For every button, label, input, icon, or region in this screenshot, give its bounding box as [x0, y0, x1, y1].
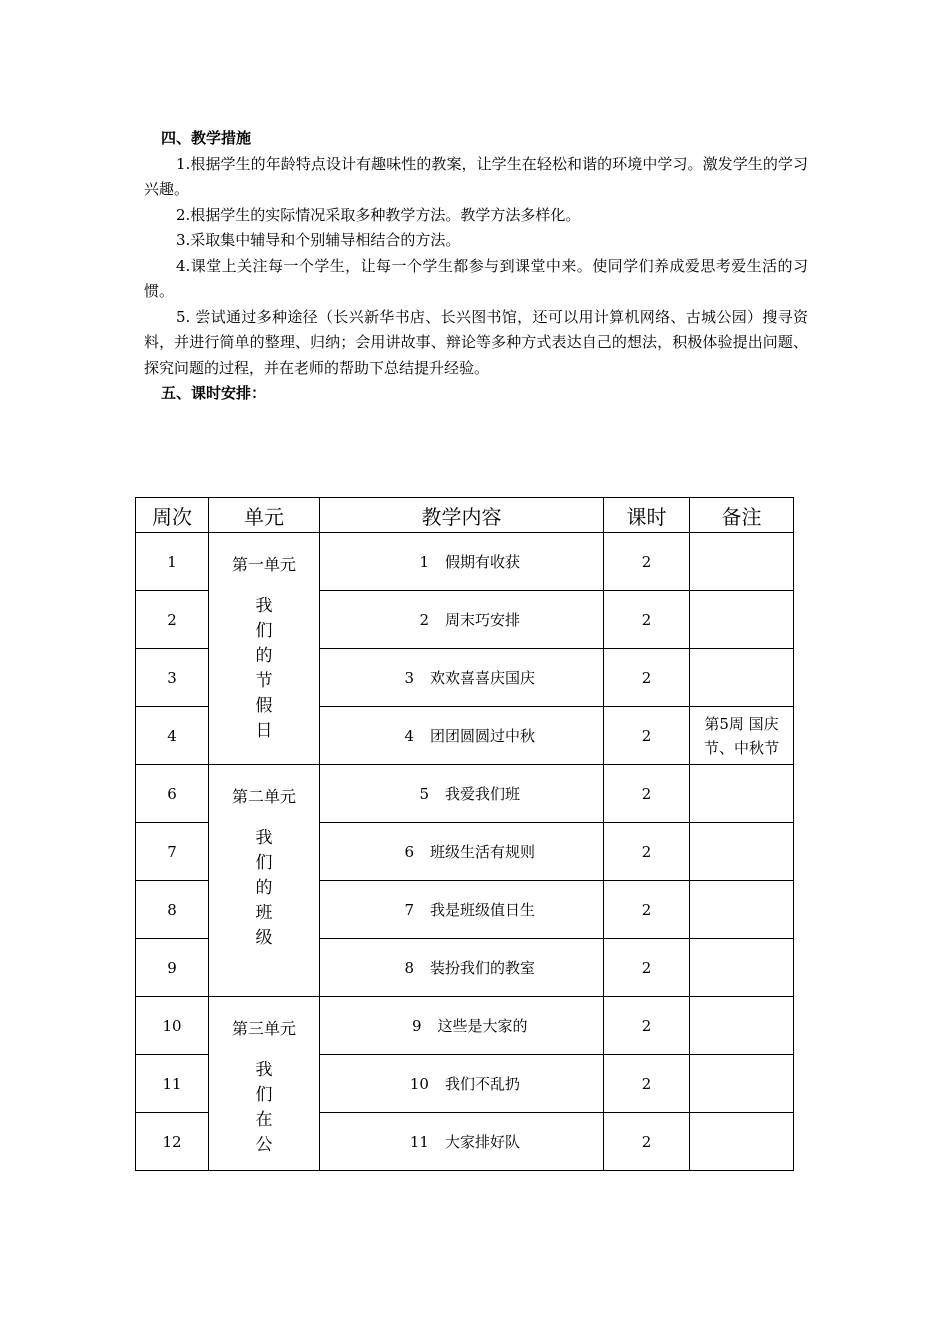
hours-cell: 2: [604, 765, 690, 823]
week-cell: 9: [136, 939, 209, 997]
lesson-title: 欢欢喜喜庆国庆: [429, 669, 535, 687]
measure-item: 2.根据学生的实际情况采取多种教学方法。教学方法多样化。: [176, 205, 581, 224]
lesson-title: 假期有收获: [444, 553, 520, 571]
week-cell: 12: [136, 1113, 209, 1171]
week-cell: 4: [136, 707, 209, 765]
note-cell: [690, 997, 794, 1055]
hours-cell: 2: [604, 823, 690, 881]
table-row: [136, 533, 794, 591]
note-cell: [690, 591, 794, 649]
unit-name: 第二单元: [231, 787, 296, 806]
lesson-title: 装扮我们的教室: [429, 959, 535, 977]
content-cell: [320, 765, 604, 823]
measure-item: 1.根据学生的年龄特点设计有趣味性的教案，让学生在轻松和谐的环境中学习。激发学生的学习兴趣。: [144, 154, 808, 198]
unit-name: 第三单元: [231, 1019, 296, 1038]
content-cell: [320, 533, 604, 591]
header-week: 周次: [136, 498, 209, 533]
section-heading-teaching-measures: 四、教学措施: [161, 129, 252, 147]
content-cell: [320, 1055, 604, 1113]
lesson-number: 1: [419, 553, 429, 571]
lesson-title: 我是班级值日生: [429, 901, 535, 919]
hours-cell: 2: [604, 881, 690, 939]
measure-item: 3.采取集中辅导和个别辅导相结合的方法。: [176, 231, 461, 249]
lesson-number: 9: [411, 1017, 422, 1035]
lesson-number: 6: [404, 843, 414, 861]
note-cell: [690, 939, 794, 997]
header-hours: 课时: [604, 498, 690, 533]
lesson-title: 周末巧安排: [444, 611, 520, 629]
content-cell: [320, 1113, 604, 1171]
lesson-number: 7: [404, 901, 414, 919]
content-cell: [320, 881, 604, 939]
schedule-table: [135, 497, 794, 1171]
note-cell: [690, 881, 794, 939]
lesson-number: 11: [409, 1133, 429, 1151]
note-cell: [690, 649, 794, 707]
unit-title: 我们的班级: [255, 828, 273, 948]
header-content: 教学内容: [320, 498, 604, 533]
note-cell: [690, 823, 794, 881]
unit-cell: [209, 765, 320, 997]
section-heading-schedule: 五、课时安排：: [161, 384, 267, 402]
lesson-number: 3: [404, 669, 414, 687]
lesson-number: 4: [404, 727, 414, 745]
note-cell: [690, 1055, 794, 1113]
note-cell: [690, 533, 794, 591]
lesson-title: 大家排好队: [444, 1133, 520, 1151]
header-note: 备注: [690, 498, 794, 533]
hours-cell: 2: [604, 707, 690, 765]
content-cell: [320, 823, 604, 881]
lesson-number: 8: [404, 959, 414, 977]
hours-cell: 2: [604, 997, 690, 1055]
teaching-measures-section: [144, 126, 808, 407]
hours-cell: 2: [604, 1113, 690, 1171]
week-cell: 10: [136, 997, 209, 1055]
note-cell: 第5周 国庆节、中秋节: [690, 707, 794, 765]
content-cell: [320, 939, 604, 997]
hours-cell: 2: [604, 533, 690, 591]
lesson-title: 这些是大家的: [437, 1017, 528, 1035]
lesson-number: 5: [419, 785, 429, 803]
unit-cell: [209, 997, 320, 1171]
hours-cell: 2: [604, 649, 690, 707]
week-cell: 11: [136, 1055, 209, 1113]
content-cell: [320, 649, 604, 707]
week-cell: 1: [136, 533, 209, 591]
lesson-number: 10: [409, 1075, 429, 1093]
week-cell: 2: [136, 591, 209, 649]
week-cell: 8: [136, 881, 209, 939]
table-row: [136, 765, 794, 823]
hours-cell: 2: [604, 1055, 690, 1113]
unit-cell: [209, 533, 320, 765]
table-row: [136, 997, 794, 1055]
content-cell: [320, 591, 604, 649]
header-unit: 单元: [209, 498, 320, 533]
unit-name: 第一单元: [231, 555, 296, 574]
week-cell: 3: [136, 649, 209, 707]
note-cell: [690, 1113, 794, 1171]
lesson-number: 2: [419, 611, 429, 629]
lesson-title: 我爱我们班: [444, 785, 520, 803]
lesson-title: 团团圆圆过中秋: [429, 727, 535, 745]
note-cell: [690, 765, 794, 823]
content-cell: [320, 997, 604, 1055]
table-header-row: [136, 498, 794, 533]
measure-item: 5. 尝试通过多种途径（长兴新华书店、长兴图书馆，还可以用计算机网络、古城公园）搜寻资料，并进行简单的整理、归纳；会用讲故事、辩论等多种方式表达自己的想法，积极体验提出问题、探究问题的过程，并在老师的帮助下总结提升经验。: [144, 307, 808, 377]
lesson-title: 班级生活有规则: [429, 843, 535, 861]
unit-title: 我们的节假日: [255, 596, 273, 741]
unit-title: 我们在公: [255, 1060, 273, 1155]
measure-item: 4.课堂上关注每一个学生，让每一个学生都参与到课堂中来。使同学们养成爱思考爱生活的习惯。: [144, 256, 808, 300]
hours-cell: 2: [604, 591, 690, 649]
lesson-title: 我们不乱扔: [444, 1075, 520, 1093]
week-cell: 6: [136, 765, 209, 823]
week-cell: 7: [136, 823, 209, 881]
content-cell: [320, 707, 604, 765]
hours-cell: 2: [604, 939, 690, 997]
